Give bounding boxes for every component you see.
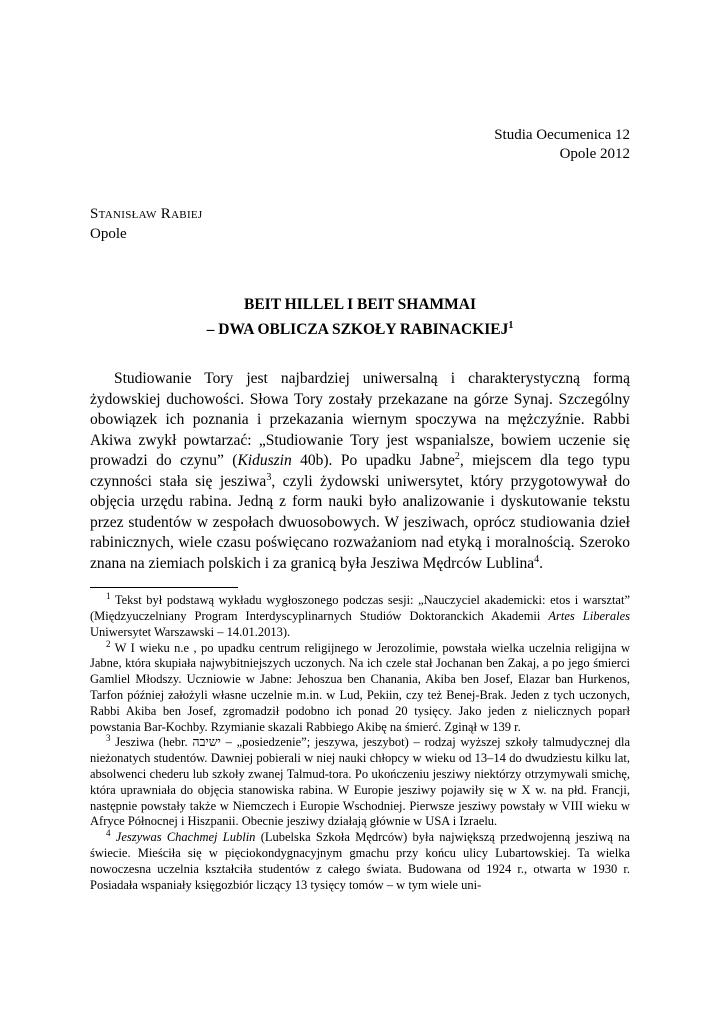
author-name: Stanisław Rabiej (90, 206, 203, 222)
journal-header (90, 126, 630, 164)
journal-place-year: Opole 2012 (559, 146, 630, 162)
article-title (90, 294, 630, 340)
author-block (90, 204, 630, 244)
article-title-line-2: – DWA OBLICZA SZKOŁY RABINACKIEJ (206, 321, 509, 339)
body-paragraph: Studiowanie Tory jest najbardziej uniwersalną i charakterystyczną formą żydowskiej duchowości. Słowa Tory zostały przekazane na górze Synaj. Szczególny obowiązek ich poznania i przekazania wiernym spoczywa na mężczyźnie. Rabbi Akiwa zwykł powtarzać: „Studiowanie Tory jest wspanialsze, bowiem uczenie się prowadzi do czynu” (Kiduszin 40b). Po upadku Jabne$^2$, miejscem dla tego typu czynności stała się jesziwa$^3$, czyli żydowski uniwersytet, który przygotowywał do objęcia urzędu rabina. Jedną z form nauki było analizowanie i dyskutowanie tekstu przez studentów w zespołach dwuosobowych. W jesziwach, oprócz studiowania dzieł rabinicznych, wiele czasu poświęcano rozważaniom nad etyką i moralnością. Szeroko znana na ziemiach polskich i za granicą była Jesziwa Mędrców Lublina$^4$. (90, 370, 630, 572)
footnote-3: $^3$ Jesziwa (hebr. ישיבה – „posiedzenie”; jeszywa, jeszybot) – rodzaj wyższej szkoły talmudycznej dla nieżonatych studentów. Dawniej pobierali w niej nauki chłopcy w wieku od 13–14 do dwudziestu kilku lat, absolwenci chederu lub szkoły zwanej Talmud-tora. Po ukończeniu jesziwy niektórzy otrzymywali smichę, która uprawniała do objęcia stanowiska rabina. W Europie jesziwy pojawiły się w X w. na płd. Francji, następnie powstały także w Niemczech i Europie Wschodniej. Pierwsze jesziwy powstały w VIII wieku w Afryce Północnej i Hiszpanii. Obecnie jesziwy działają głównie w USA i Izraelu. (90, 733, 630, 829)
footnote-1: $^1$ Tekst był podstawą wykładu wygłoszonego podczas sesji: „Nauczyciel akademicki: etos i warsztat” (Międzyuczelniany Program Interdyscyplinarnych Studiów Doktoranckich Akademii Artes Liberales Uniwersytet Warszawski – 14.01.2013). (90, 591, 630, 639)
footnotes-section (90, 593, 630, 893)
footnote-4: $^4$ Jeszywas Chachmej Lublin (Lubelska Szkoła Mędrców) była największą przedwojenną jesziwą na świecie. Mieściła się w pięciokondygnacyjnym gmachu przy końcu ulicy Lubartowskiej. Ta wielka nowoczesna uczelnia kształciła studentów z całego świata. Budowana od 1924 r., otwarta w 1930 r. Posiadała wspaniały księgozbiór liczący 13 tysięcy tomów – w tym wiele uni- (90, 827, 630, 892)
footnote-separator-rule (90, 587, 238, 588)
author-affiliation: Opole (90, 226, 127, 242)
journal-title: Studia Oecumenica 12 (494, 127, 630, 143)
title-footnote-ref: 1 (508, 320, 514, 331)
article-title-line-1: BEIT HILLEL I BEIT SHAMMAI (243, 296, 476, 313)
footnote-2: $^2$ W I wieku n.e , po upadku centrum religijnego w Jerozolimie, powstała wielka uczelnia religijna w Jabne, która skupiała najwybitniejszych uczonych. Na ich czele stał Jochanan ben Zakaj, a po jego śmierci Gamliel Młodszy. Uczniowie w Jabne: Jehoszua ben Chanania, Akiba ben Josef, Elazar ban Hurkenos, Tarfon później założyli własne uczelnie m.in. w Lud, Pekiin, czy też Benej-Brak. Jeden z tych uczonych, Rabbi Akiba ben Josef, zgromadził podobno ich ponad 20 tysięcy. Jako jeden z nielicznych poparł powstania Bar-Kochby. Rzymianie skazali Rabbiego Akibę na śmierć. Zginął w 139 r. (90, 638, 630, 734)
